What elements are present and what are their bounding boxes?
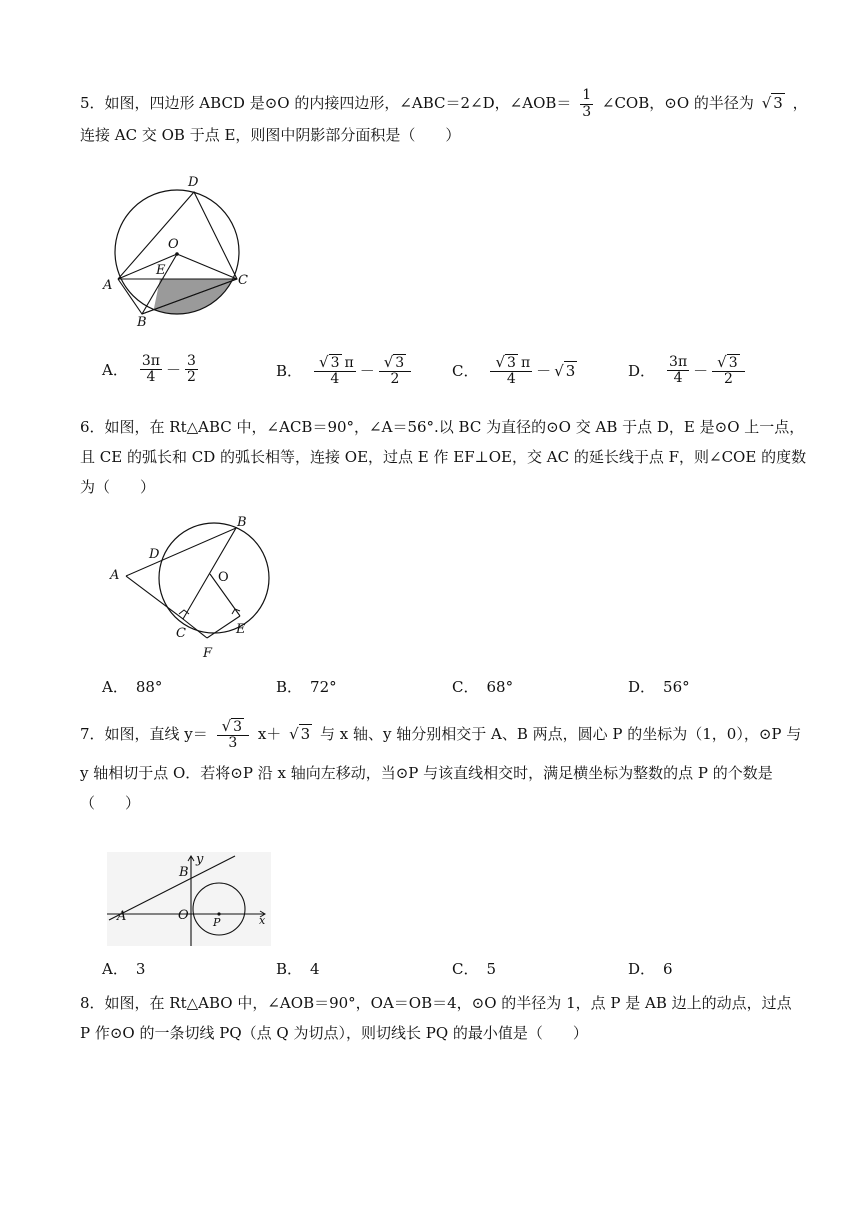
q7-a-text: 3	[135, 959, 146, 978]
q5-option-a-letter: A．	[102, 361, 128, 380]
question-7	[80, 718, 820, 818]
q6-label-f: F	[203, 646, 213, 661]
q7-text-c: 与 x 轴、y 轴分别相交于 A、B 两点，圆心 P 的坐标为（1，0），⊙P 与	[319, 724, 802, 743]
q7-c-letter: C．	[452, 960, 479, 978]
q5-option-d-letter: D．	[628, 362, 656, 381]
q5-b-op: －	[359, 362, 375, 381]
q6-circle	[159, 523, 269, 633]
q5-frac-num: 1	[582, 87, 592, 104]
q5-c-op: －	[536, 362, 552, 381]
q5-options	[102, 352, 802, 402]
q5-line1	[80, 88, 820, 120]
q5-option-b: B． $\frac{√ 3 \pi}{4}$ － $\frac{√ 3}{2}$	[276, 354, 415, 388]
q7-c-text: 5	[486, 959, 497, 978]
q6-b-letter: B．	[276, 678, 303, 696]
q6-option-d	[628, 676, 690, 697]
q7-option-c	[452, 958, 496, 979]
q5-c-pi: π	[520, 355, 531, 371]
q6-figure	[104, 512, 276, 662]
question-5	[80, 88, 820, 150]
q7-d-text: 6	[663, 959, 673, 978]
q5-option-c: C． $\frac{√ 3 \pi}{4}$ － √ 3	[452, 353, 576, 388]
q5-fraction	[580, 88, 593, 120]
q7-figure	[107, 852, 271, 946]
q5-frac-den: 3	[582, 103, 592, 120]
q6-line3: 为（ ）	[80, 478, 156, 496]
q8-line1: 8．如图，在 Rt△ABO 中，∠AOB＝90°，OA＝OB＝4，⊙O 的半径为 1，点 P 是 AB 边上的动点，过点	[80, 994, 792, 1012]
q8-line2: P 作⊙O 的一条切线 PQ（点 Q 为切点），则切线长 PQ 的最小值是（ ）	[80, 1024, 588, 1042]
q5-c-den1: 4	[506, 371, 516, 388]
q7-a-letter: A．	[102, 960, 128, 978]
q7-label-p: P	[213, 916, 221, 929]
q5-b-num1: 3	[330, 355, 340, 371]
question-6	[80, 412, 820, 502]
q6-line1: 6．如图，在 Rt△ABC 中，∠ACB＝90°，∠A＝56°.以 BC 为直径的⊙O 交 AB 于点 D，E 是⊙O 上一点，	[80, 418, 805, 436]
q5-b-den2: 2	[390, 371, 400, 388]
q7-line3: （ ）	[80, 793, 141, 812]
q5-label-d: D	[188, 175, 199, 190]
q7-option-b	[276, 958, 320, 979]
q6-label-e: E	[236, 622, 246, 637]
q5-shaded-region	[153, 279, 250, 328]
q5-a-den1: 4	[146, 369, 156, 386]
q5-d-den2: 2	[723, 371, 733, 388]
q7-sqrt: √ 3	[289, 724, 311, 743]
q7-options	[102, 958, 802, 980]
q6-c-text: 68°	[486, 677, 514, 696]
q5-option-d: D． $\frac{3\pi}{4}$ － $\frac{√ 3}{2}$	[628, 354, 749, 388]
q7-label-y: y	[196, 852, 204, 867]
q5-b-num2: 3	[395, 355, 405, 371]
q6-label-c: C	[176, 626, 186, 641]
q5-sqrt: √ 3	[761, 94, 783, 112]
q6-option-a	[102, 676, 162, 697]
q7-sqrt-val: 3	[300, 724, 311, 743]
q5-b-pi: π	[344, 355, 354, 371]
q5-option-c-letter: C．	[452, 362, 479, 381]
q7-fraction: $\frac{√ 3}{3}$	[217, 718, 249, 752]
q5-label-o: O	[168, 237, 179, 252]
q6-label-o: O	[218, 570, 229, 585]
q6-a-text: 88°	[135, 677, 163, 696]
q5-text-c: ，	[792, 94, 808, 112]
q5-c-num1: 3	[507, 355, 516, 371]
q5-text-a: 5．如图，四边形 ABCD 是⊙O 的内接四边形，∠ABC＝2∠D，∠AOB＝	[80, 94, 572, 112]
q5-a-den2: 2	[186, 369, 196, 386]
q5-a-num2: 3	[186, 353, 196, 369]
q6-d-letter: D．	[628, 678, 656, 696]
q5-option-a	[102, 354, 202, 386]
q7-line1	[80, 718, 820, 752]
q6-line2: 且 CE 的弧长和 CD 的弧长相等，连接 OE，过点 E 作 EF⊥OE，交 AC 的延长线于点 F，则∠COE 的度数	[80, 448, 807, 466]
q5-c-sqrt: 3	[565, 361, 576, 380]
q5-sqrt-val: 3	[773, 94, 783, 112]
q5-label-e: E	[156, 263, 166, 278]
q7-b-text: 4	[310, 959, 320, 978]
q7-label-x: x	[259, 914, 266, 927]
q5-figure	[100, 168, 260, 328]
q7-b-letter: B．	[276, 960, 303, 978]
q6-a-letter: A．	[102, 678, 128, 696]
q6-label-d: D	[149, 547, 160, 562]
q6-b-text: 72°	[310, 677, 337, 696]
q5-b-den1: 4	[330, 371, 340, 388]
q5-d-num1: 3π	[669, 354, 688, 370]
q7-text-a: 7．如图，直线 y＝	[80, 724, 208, 743]
q5-line2: 连接 AC 交 OB 于点 E，则图中阴影部分面积是（ ）	[80, 125, 461, 144]
q5-d-op: －	[693, 362, 709, 381]
q7-label-o: O	[178, 908, 189, 923]
q5-a-num1: 3π	[141, 353, 160, 369]
q5-d-den1: 4	[673, 370, 683, 387]
q5-label-c: C	[238, 273, 248, 288]
q7-label-b: B	[179, 865, 189, 880]
q6-options	[102, 676, 802, 698]
q7-option-a	[102, 958, 145, 979]
q7-option-d	[628, 958, 673, 979]
q5-label-a: A	[103, 278, 113, 293]
q5-option-b-letter: B．	[276, 362, 303, 381]
q5-text-b: ∠COB，⊙O 的半径为	[601, 94, 754, 112]
question-8	[80, 988, 820, 1048]
q6-option-c	[452, 676, 513, 697]
q6-label-b: B	[237, 515, 247, 530]
q7-label-a: A	[117, 909, 127, 924]
q6-option-b	[276, 676, 337, 697]
q7-text-b: x＋	[257, 724, 282, 743]
q6-label-a: A	[110, 568, 120, 583]
q7-line2: y 轴相切于点 O．若将⊙P 沿 x 轴向左移动，当⊙P 与该直线相交时，满足横坐标为整数的点 P 的个数是	[80, 763, 773, 782]
q5-label-b: B	[137, 315, 147, 328]
q6-d-text: 56°	[663, 677, 690, 696]
q7-d-letter: D．	[628, 960, 656, 978]
q5-d-num2: 3	[728, 355, 738, 371]
q5-a-op: －	[165, 361, 181, 380]
q7-frac-den: 3	[228, 735, 238, 752]
q6-c-letter: C．	[452, 678, 479, 696]
q7-frac-num: 3	[233, 719, 243, 735]
